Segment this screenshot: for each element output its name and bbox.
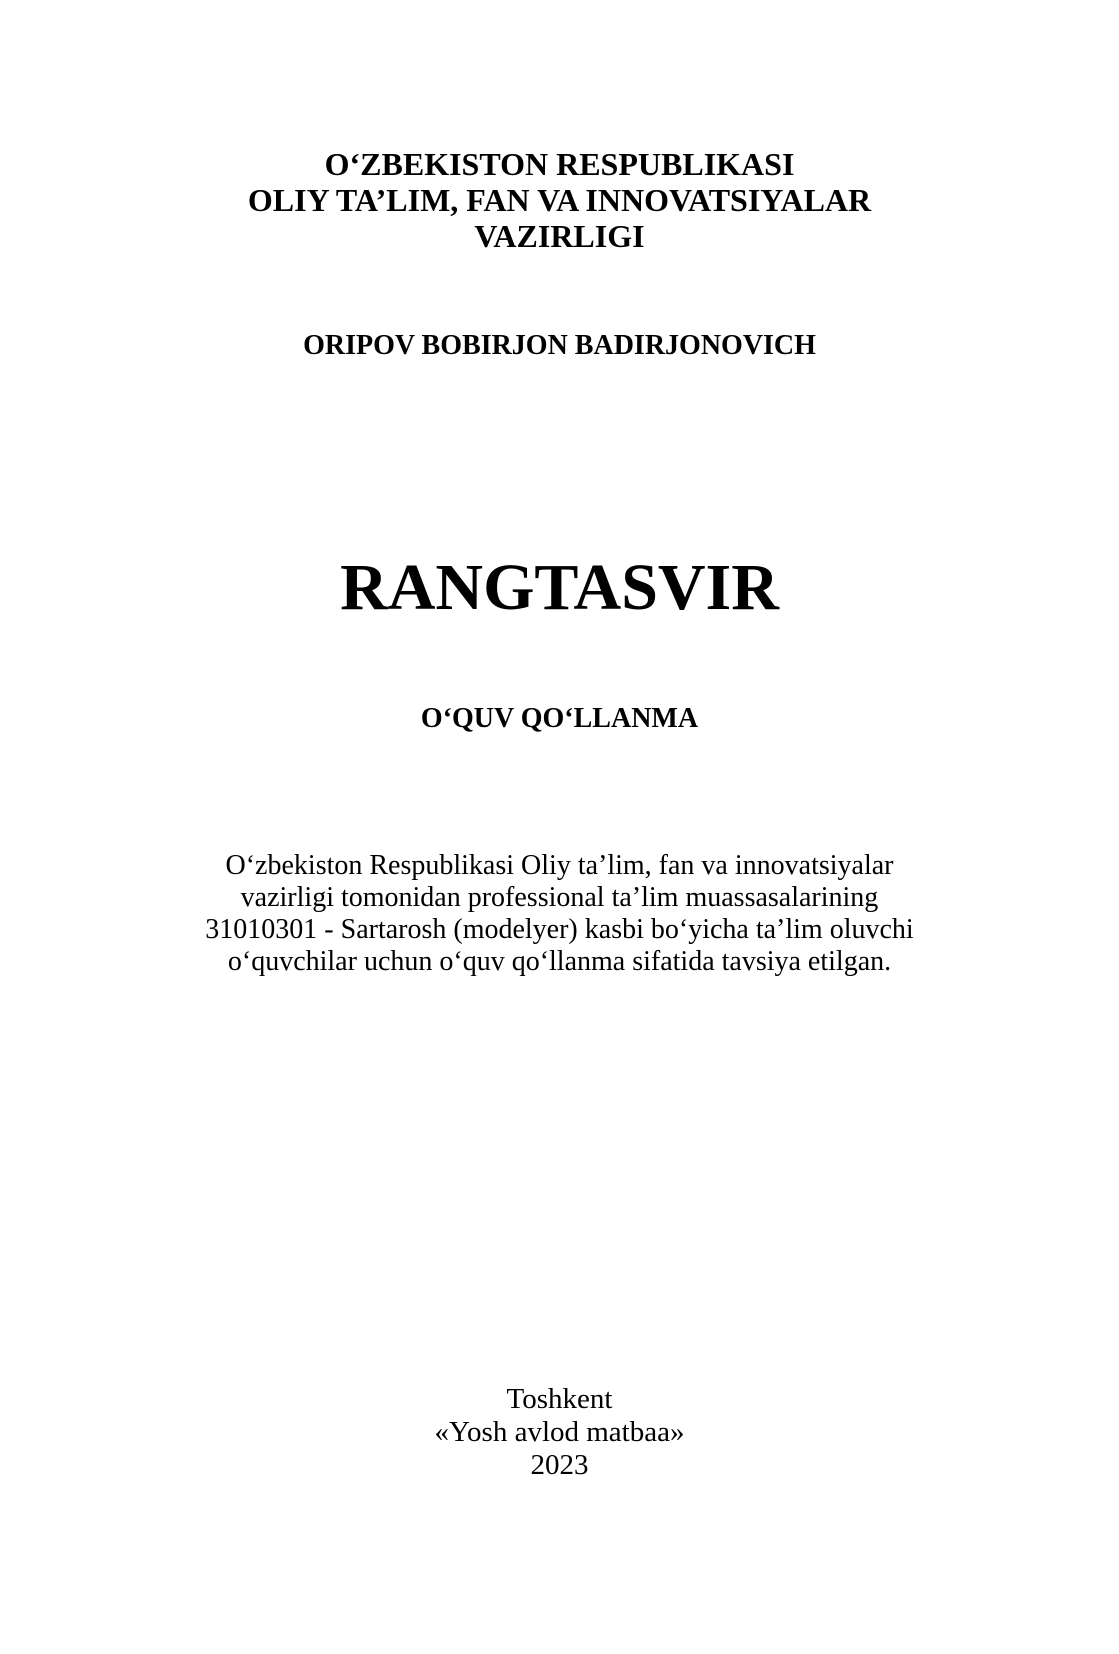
ministry-line-2: OLIY TA’LIM, FAN VA INNOVATSIYALAR xyxy=(247,182,872,218)
ministry-line-3: VAZIRLIGI xyxy=(474,218,645,254)
imprint-publisher: «Yosh avlod matbaa» xyxy=(434,1416,685,1448)
description-line-4: o‘quvchilar uchun o‘quv qo‘llanma sifatida tavsiya etilgan. xyxy=(227,946,892,977)
imprint xyxy=(0,1383,1119,1482)
imprint-year: 2023 xyxy=(530,1449,589,1481)
author-name: ORIPOV BOBIRJON BADIRJONOVICH xyxy=(303,330,816,361)
ministry-header xyxy=(0,146,1119,254)
ministry-line-1: O‘ZBEKISTON RESPUBLIKASI xyxy=(324,146,795,182)
description-line-1: O‘zbekiston Respublikasi Oliy ta’lim, fan va innovatsiyalar xyxy=(225,850,894,881)
description-line-3: 31010301 - Sartarosh (modelyer) kasbi bo‘yicha ta’lim oluvchi xyxy=(205,914,914,945)
imprint-city: Toshkent xyxy=(506,1383,613,1415)
approval-description xyxy=(0,850,1119,978)
book-subtitle: O‘QUV QO‘LLANMA xyxy=(420,703,699,734)
book-title: RANGTASVIR xyxy=(340,551,779,624)
description-line-2: vazirligi tomonidan professional ta’lim muassasalarining xyxy=(240,882,879,913)
